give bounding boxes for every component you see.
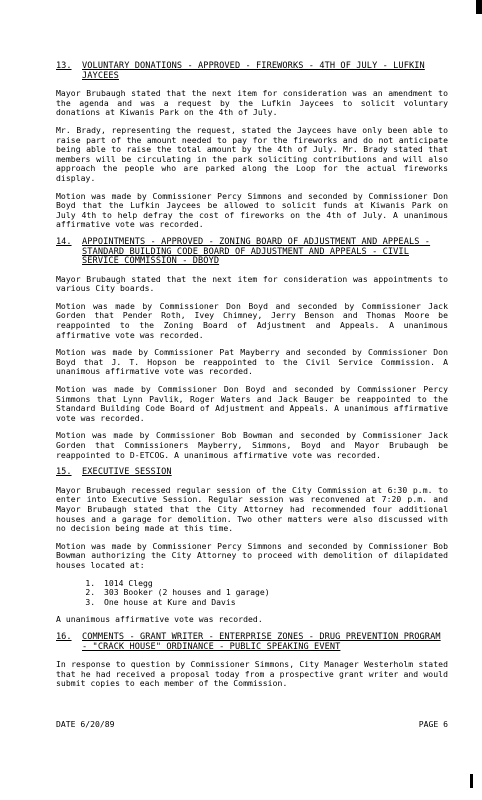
section-heading xyxy=(56,238,448,267)
paragraph: A unanimous affirmative vote was recorded. xyxy=(56,614,263,625)
section-title: APPOINTMENTS - APPROVED - ZONING BOARD OF ADJUSTMENT AND APPEALS - STANDARD BUILDING CODE BOARD OF ADJUSTMENT AND APPEALS - CIVIL SERVICE COMMISSION - DBOYD xyxy=(82,236,431,267)
section-16 xyxy=(56,633,448,689)
paragraph: Motion was made by Commissioner Percy Simmons and seconded by Commissioner Bob Bowman authorizing the City Attorney to proceed with demolition of dilapidated houses located at: xyxy=(56,540,448,570)
paragraph: Motion was made by Commissioner Don Boyd and seconded by Commissioner Jack Gorden that Pender Roth, Ivey Chimney, Jerry Benson and Thomas Moore be reappointed to the Zoning Board of Adjustment and Appeals. A unanimous affirmative vote was recorded. xyxy=(56,300,448,340)
section-13 xyxy=(56,62,448,230)
section-number: 13. xyxy=(56,61,72,71)
section-title: EXECUTIVE SESSION xyxy=(82,467,172,478)
paragraph: Motion was made by Commissioner Pat Mayberry and seconded by Commissioner Don Boyd that J. T. Hopson be reappointed to the Civil Service Commission. A unanimous affirmative vote was recorded. xyxy=(56,347,448,377)
section-heading xyxy=(56,62,448,81)
section-15 xyxy=(56,468,448,625)
section-number: 16. xyxy=(56,631,72,642)
demolition-address-list xyxy=(56,579,448,608)
paragraph: Motion was made by Commissioner Bob Bowman and seconded by Commissioner Jack Gorden that Commissioners Mayberry, Simmons, Boyd and Mayor Brubaugh be reappointed to D-ETCOG. A unanimous affirmative vote was recorded. xyxy=(56,430,448,460)
paragraph: Motion was made by Commissioner Don Boyd and seconded by Commissioner Percy Simmons that Lynn Pavlik, Roger Waters and Jack Bauger be reappointed to the Standard Building Code Board of Adjustment and Appeals. A unanimous affirmative vote was recorded. xyxy=(56,384,448,423)
paragraph: Mayor Brubaugh stated that the next item for consideration was an amendment to the agenda and was a request by the Lufkin Jaycees to solicit voluntary donations at Kiwanis Park on the 4th of July. xyxy=(56,88,448,118)
section-title: VOLUNTARY DONATIONS - APPROVED - FIREWORKS - 4TH OF JULY - LUFKIN JAYCEES xyxy=(82,61,425,81)
paragraph: Mr. Brady, representing the request, stated the Jaycees have only been able to raise part of the amount needed to pay for the fireworks and do not anticipate being able to raise the total amount by the 4th of July. Mr. Brady stated that members will be circulating in the park soliciting contributions and will also approach the people who are parked along the Loop for the actual fireworks display. xyxy=(56,124,448,183)
section-heading xyxy=(56,468,448,478)
minutes-page xyxy=(56,62,448,697)
section-14 xyxy=(56,238,448,460)
section-heading xyxy=(56,633,448,652)
list-item: 3. One house at Kure and Davis xyxy=(100,598,448,608)
list-item: 1. 1014 Clegg xyxy=(100,579,448,589)
footer-page-number: PAGE 6 xyxy=(418,719,448,729)
paragraph: In response to question by Commissioner Simmons, City Manager Westerholm stated that he had received a proposal today from a prospective grant writer and would submit copies to each member of the Commission. xyxy=(56,659,448,689)
paragraph: Mayor Brubaugh stated that the next item for consideration was appointments to various City boards. xyxy=(56,273,448,294)
paragraph: Mayor Brubaugh recessed regular session of the City Commission at 6:30 p.m. to enter into Executive Session. Regular session was reconvened at 7:20 p.m. and Mayor Brubaugh stated that the City Attorney had recommended four additional houses and a garage for demolition. Two other matters were also discussed with no decision being made at this time. xyxy=(56,484,448,534)
paragraph: Motion was made by Commissioner Percy Simmons and seconded by Commissioner Don Boyd that the Lufkin Jaycees be allowed to solicit funds at Kiwanis Park on July 4th to help defray the cost of fireworks on the 4th of July. A unanimous affirmative vote was recorded. xyxy=(56,190,448,230)
scan-edge-mark xyxy=(470,774,473,788)
page-footer xyxy=(56,719,448,729)
section-number: 15. xyxy=(56,467,72,478)
section-title: COMMENTS - GRANT WRITER - ENTERPRISE ZONES - DRUG PREVENTION PROGRAM - "CRACK HOUSE" ORDINANCE - PUBLIC SPEAKING EVENT xyxy=(82,631,441,652)
scan-edge-mark xyxy=(476,0,482,14)
section-number: 14. xyxy=(56,236,72,247)
list-item: 2. 303 Booker (2 houses and 1 garage) xyxy=(100,588,448,598)
footer-date: DATE 6/20/89 xyxy=(56,719,115,729)
